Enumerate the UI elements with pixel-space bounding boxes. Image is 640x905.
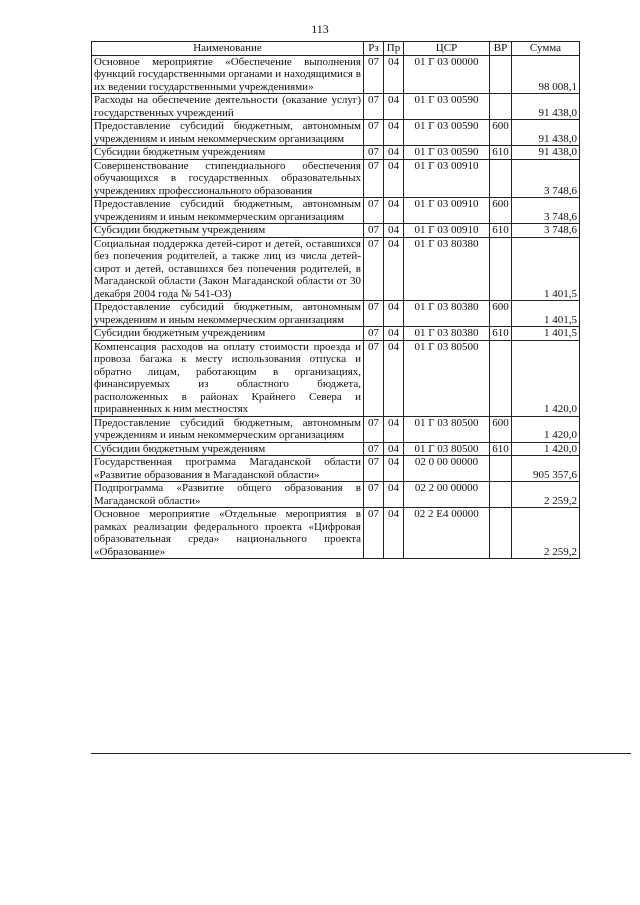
cell-vr bbox=[490, 94, 512, 120]
cell-name: Совершенствование стипендиального обеспечения обучающихся в государственных образовательных учреждениях профессионального образования bbox=[92, 159, 364, 198]
cell-vr: 610 bbox=[490, 224, 512, 238]
cell-sum: 1 401,5 bbox=[512, 237, 580, 301]
cell-pr: 04 bbox=[384, 340, 404, 416]
cell-name: Расходы на обеспечение деятельности (оказание услуг) государственных учреждений bbox=[92, 94, 364, 120]
cell-csr: 01 Г 03 00910 bbox=[404, 159, 490, 198]
cell-vr bbox=[490, 340, 512, 416]
cell-rz: 07 bbox=[364, 482, 384, 508]
cell-csr: 01 Г 03 00910 bbox=[404, 198, 490, 224]
cell-vr: 600 bbox=[490, 301, 512, 327]
cell-sum: 1 420,0 bbox=[512, 340, 580, 416]
cell-name: Предоставление субсидий бюджетным, автономным учреждениям и иным некоммерческим организациям bbox=[92, 416, 364, 442]
cell-rz: 07 bbox=[364, 159, 384, 198]
cell-pr: 04 bbox=[384, 327, 404, 341]
cell-vr: 600 bbox=[490, 416, 512, 442]
cell-name: Субсидии бюджетным учреждениям bbox=[92, 327, 364, 341]
budget-table bbox=[91, 41, 580, 559]
table-row bbox=[92, 146, 580, 160]
cell-csr: 02 0 00 00000 bbox=[404, 456, 490, 482]
cell-sum: 91 438,0 bbox=[512, 120, 580, 146]
table-row bbox=[92, 442, 580, 456]
cell-csr: 02 2 00 00000 bbox=[404, 482, 490, 508]
cell-pr: 04 bbox=[384, 442, 404, 456]
cell-name: Предоставление субсидий бюджетным, автономным учреждениям и иным некоммерческим организациям bbox=[92, 120, 364, 146]
cell-name: Социальная поддержка детей-сирот и детей, оставшихся без попечения родителей, а также лиц из числа детей-сирот и детей, оставшихся без попечения родителей, в Магаданской области (Закон Магаданской области от 30 декабря 2004 года № 541-ОЗ) bbox=[92, 237, 364, 301]
cell-vr bbox=[490, 456, 512, 482]
cell-name: Предоставление субсидий бюджетным, автономным учреждениям и иным некоммерческим организациям bbox=[92, 301, 364, 327]
cell-name: Предоставление субсидий бюджетным, автономным учреждениям и иным некоммерческим организациям bbox=[92, 198, 364, 224]
cell-rz: 07 bbox=[364, 146, 384, 160]
table-body bbox=[92, 55, 580, 559]
footer-divider bbox=[91, 753, 631, 754]
cell-rz: 07 bbox=[364, 224, 384, 238]
cell-csr: 01 Г 03 00590 bbox=[404, 146, 490, 160]
cell-rz: 07 bbox=[364, 442, 384, 456]
cell-sum: 1 401,5 bbox=[512, 327, 580, 341]
header-csr: ЦСР bbox=[404, 42, 490, 56]
header-pr: Пр bbox=[384, 42, 404, 56]
table-header-row bbox=[92, 42, 580, 56]
table-row bbox=[92, 237, 580, 301]
header-rz: Рз bbox=[364, 42, 384, 56]
cell-vr: 610 bbox=[490, 327, 512, 341]
cell-sum: 3 748,6 bbox=[512, 159, 580, 198]
cell-vr bbox=[490, 159, 512, 198]
cell-sum: 91 438,0 bbox=[512, 146, 580, 160]
cell-csr: 02 2 E4 00000 bbox=[404, 508, 490, 559]
cell-pr: 04 bbox=[384, 146, 404, 160]
cell-rz: 07 bbox=[364, 508, 384, 559]
cell-pr: 04 bbox=[384, 224, 404, 238]
cell-rz: 07 bbox=[364, 237, 384, 301]
cell-sum: 2 259,2 bbox=[512, 482, 580, 508]
cell-rz: 07 bbox=[364, 198, 384, 224]
header-name: Наименование bbox=[92, 42, 364, 56]
table-row bbox=[92, 456, 580, 482]
cell-csr: 01 Г 03 00000 bbox=[404, 55, 490, 94]
cell-name: Подпрограмма «Развитие общего образования в Магаданской области» bbox=[92, 482, 364, 508]
header-sum: Сумма bbox=[512, 42, 580, 56]
cell-pr: 04 bbox=[384, 198, 404, 224]
cell-vr bbox=[490, 508, 512, 559]
cell-pr: 04 bbox=[384, 120, 404, 146]
cell-name: Компенсация расходов на оплату стоимости проезда и провоза багажа к месту использования отпуска и обратно лицам, работающим в организациях, финансируемых из областного бюджета, расположенных в районах Крайнего Севера и приравненных к ним местностях bbox=[92, 340, 364, 416]
table-row bbox=[92, 55, 580, 94]
cell-sum: 1 420,0 bbox=[512, 442, 580, 456]
cell-csr: 01 Г 03 80500 bbox=[404, 416, 490, 442]
cell-sum: 1 420,0 bbox=[512, 416, 580, 442]
table-row bbox=[92, 482, 580, 508]
cell-csr: 01 Г 03 00910 bbox=[404, 224, 490, 238]
cell-pr: 04 bbox=[384, 508, 404, 559]
cell-pr: 04 bbox=[384, 416, 404, 442]
cell-pr: 04 bbox=[384, 301, 404, 327]
cell-vr: 610 bbox=[490, 442, 512, 456]
table-row bbox=[92, 327, 580, 341]
cell-sum: 3 748,6 bbox=[512, 198, 580, 224]
table-row bbox=[92, 340, 580, 416]
cell-sum: 91 438,0 bbox=[512, 94, 580, 120]
cell-csr: 01 Г 03 80500 bbox=[404, 442, 490, 456]
table-row bbox=[92, 224, 580, 238]
cell-pr: 04 bbox=[384, 159, 404, 198]
table-row bbox=[92, 159, 580, 198]
cell-csr: 01 Г 03 00590 bbox=[404, 94, 490, 120]
cell-rz: 07 bbox=[364, 416, 384, 442]
cell-rz: 07 bbox=[364, 94, 384, 120]
table-row bbox=[92, 94, 580, 120]
page-number: 113 bbox=[311, 22, 329, 36]
cell-rz: 07 bbox=[364, 120, 384, 146]
cell-name: Основное мероприятие «Отдельные мероприятия в рамках реализации федерального проекта «Цифровая образовательная среда» национального проекта «Образование» bbox=[92, 508, 364, 559]
cell-rz: 07 bbox=[364, 301, 384, 327]
table-row bbox=[92, 508, 580, 559]
cell-pr: 04 bbox=[384, 55, 404, 94]
cell-pr: 04 bbox=[384, 456, 404, 482]
cell-name: Субсидии бюджетным учреждениям bbox=[92, 146, 364, 160]
cell-csr: 01 Г 03 80500 bbox=[404, 340, 490, 416]
cell-name: Государственная программа Магаданской области «Развитие образования в Магаданской области» bbox=[92, 456, 364, 482]
cell-rz: 07 bbox=[364, 456, 384, 482]
table-row bbox=[92, 301, 580, 327]
table-row bbox=[92, 198, 580, 224]
cell-name: Основное мероприятие «Обеспечение выполнения функций государственными органами и находящимися в их ведении государственными учреждениями» bbox=[92, 55, 364, 94]
cell-rz: 07 bbox=[364, 55, 384, 94]
cell-sum: 98 008,1 bbox=[512, 55, 580, 94]
table-row bbox=[92, 416, 580, 442]
cell-pr: 04 bbox=[384, 94, 404, 120]
cell-rz: 07 bbox=[364, 327, 384, 341]
cell-pr: 04 bbox=[384, 237, 404, 301]
cell-vr bbox=[490, 55, 512, 94]
header-vr: ВР bbox=[490, 42, 512, 56]
cell-csr: 01 Г 03 80380 bbox=[404, 327, 490, 341]
cell-vr: 610 bbox=[490, 146, 512, 160]
cell-csr: 01 Г 03 00590 bbox=[404, 120, 490, 146]
cell-sum: 2 259,2 bbox=[512, 508, 580, 559]
cell-vr bbox=[490, 482, 512, 508]
cell-name: Субсидии бюджетным учреждениям bbox=[92, 442, 364, 456]
cell-sum: 1 401,5 bbox=[512, 301, 580, 327]
cell-sum: 3 748,6 bbox=[512, 224, 580, 238]
cell-vr: 600 bbox=[490, 198, 512, 224]
cell-csr: 01 Г 03 80380 bbox=[404, 237, 490, 301]
cell-pr: 04 bbox=[384, 482, 404, 508]
table-row bbox=[92, 120, 580, 146]
cell-vr: 600 bbox=[490, 120, 512, 146]
cell-sum: 905 357,6 bbox=[512, 456, 580, 482]
cell-csr: 01 Г 03 80380 bbox=[404, 301, 490, 327]
cell-rz: 07 bbox=[364, 340, 384, 416]
cell-name: Субсидии бюджетным учреждениям bbox=[92, 224, 364, 238]
cell-vr bbox=[490, 237, 512, 301]
